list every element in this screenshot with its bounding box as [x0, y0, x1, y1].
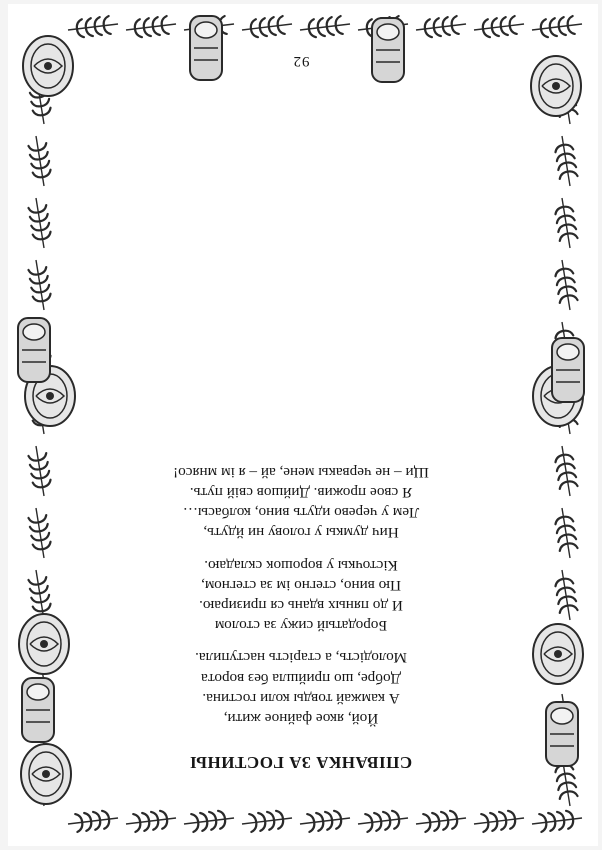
stanza-2: [66, 554, 536, 635]
page-number: 92: [292, 53, 310, 69]
wheat-ear: [28, 198, 50, 248]
poem-line: И до пяных вдань ся призираю.: [199, 596, 403, 614]
poem-line: Пю вино, стегно ім за стегном,: [201, 576, 401, 594]
wheat-ear: [358, 811, 408, 832]
wheat-ear: [416, 811, 466, 832]
wheat-ear: [416, 16, 466, 37]
poem-line: Я свое прожив. Дийшов свій путь.: [189, 483, 413, 501]
wheat-ear: [555, 260, 577, 310]
painted-egg-ornament: [21, 744, 71, 804]
poem-line: Добре, шо прийшла без ворота: [201, 669, 401, 687]
wheat-ear: [555, 508, 577, 558]
wheat-ear: [474, 811, 524, 832]
wheat-ear: [126, 811, 176, 832]
poem-line: Молодість, а старість наступила.: [195, 649, 407, 667]
wheat-ear: [532, 16, 582, 37]
painted-egg-ornament: [19, 614, 69, 674]
poem-title: СПІВАНКА ЗА ГОСТИНЫ: [189, 753, 413, 772]
stanza-3: [66, 462, 536, 543]
wheat-ear: [28, 136, 50, 186]
wheat-ear: [300, 16, 350, 37]
wheat-ear: [68, 811, 118, 832]
wheat-ear: [555, 136, 577, 186]
wheat-ear: [126, 16, 176, 37]
wheat-ear: [28, 570, 50, 620]
wheat-ear: [28, 508, 50, 558]
carved-figurine-ornament: [18, 318, 50, 382]
wheat-ear: [300, 811, 350, 832]
poem-line: А камжай товды коли гостина.: [202, 689, 400, 707]
stanza-1: [66, 647, 536, 728]
carved-figurine-ornament: [552, 338, 584, 402]
wheat-ear: [28, 260, 50, 310]
wheat-ear: [532, 811, 582, 832]
wheat-ear: [555, 198, 577, 248]
wheat-ear: [68, 16, 118, 37]
carved-figurine-ornament: [22, 678, 54, 742]
poem-line: Кісточкы у ворошок складаю.: [204, 556, 398, 574]
poem-line: Йой, якое файное жити,: [223, 710, 379, 727]
wheat-ear: [184, 811, 234, 832]
wheat-ear: [555, 446, 577, 496]
poem-line: Нич думкы у голову ни йдуть,: [203, 524, 399, 542]
book-page: [8, 4, 598, 846]
upside-down-text-block: [66, 52, 536, 772]
painted-egg-ornament: [531, 56, 581, 116]
poem-line: Щи – не червакы мене, ай – я ім мнясо!: [173, 463, 429, 481]
carved-figurine-ornament: [546, 702, 578, 766]
wheat-ear: [242, 16, 292, 37]
poem-body: [66, 450, 536, 728]
wheat-ear: [474, 16, 524, 37]
wheat-ear: [28, 446, 50, 496]
poem-line: Лем у черево идуть вино, колбасы…: [182, 504, 420, 522]
poem-line: Бородатый сижу за столом: [214, 617, 388, 635]
wheat-ear: [242, 811, 292, 832]
wheat-ear: [555, 570, 577, 620]
painted-egg-ornament: [533, 624, 583, 684]
